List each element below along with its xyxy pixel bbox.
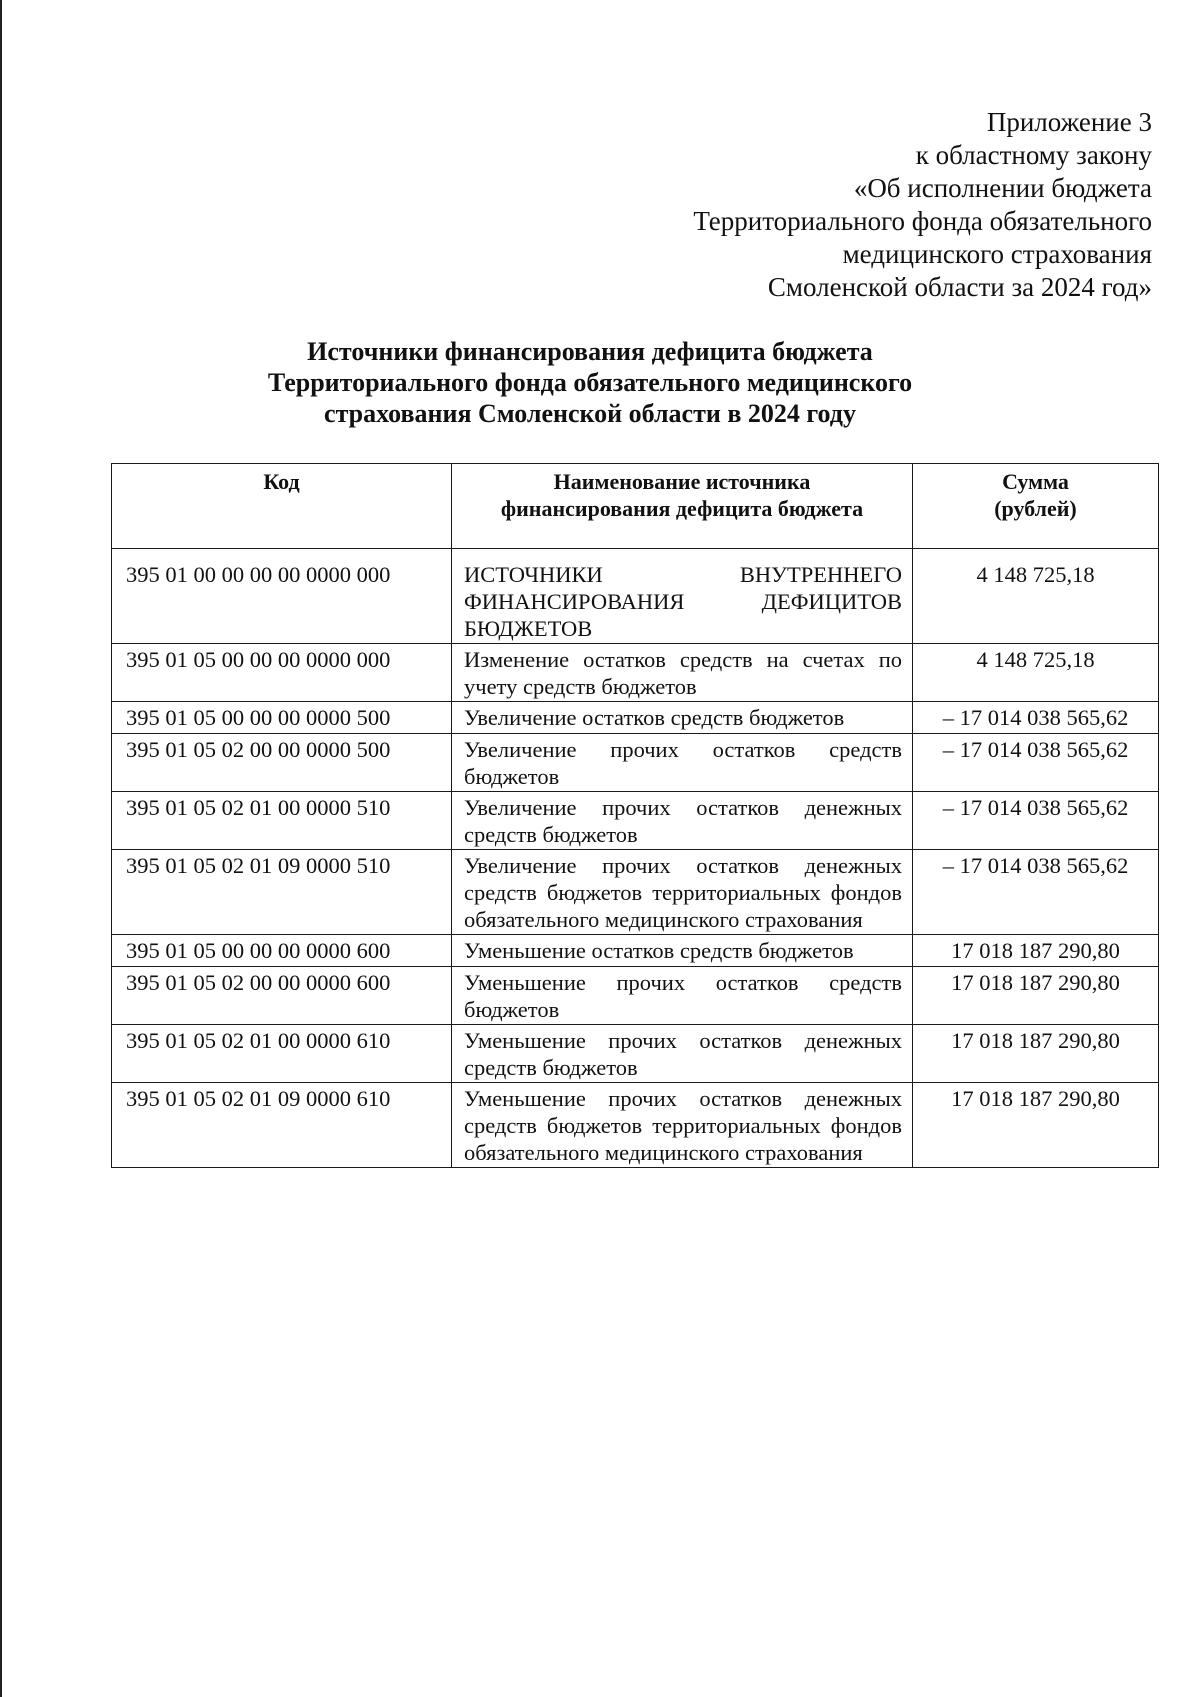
table-row	[112, 702, 1159, 734]
appendix-reference	[693, 106, 1152, 304]
row-amount: 4 148 725,18	[913, 549, 1159, 644]
appendix-line: медицинского страхования	[842, 239, 1152, 269]
row-name: Увеличение прочих остатков денежных средств бюджетов	[452, 792, 913, 850]
row-code: 395 01 05 00 00 00 0000 000	[112, 644, 452, 702]
title-line: Источники финансирования дефицита бюджета	[307, 337, 873, 366]
row-code: 395 01 05 02 01 00 0000 610	[112, 1025, 452, 1083]
header-name-line: Наименование источника	[553, 469, 811, 494]
appendix-line: Территориального фонда обязательного	[693, 206, 1152, 236]
row-code: 395 01 05 00 00 00 0000 500	[112, 702, 452, 734]
title-line: Территориального фонда обязательного медицинского	[267, 368, 913, 397]
appendix-line: к областному закону	[915, 140, 1152, 170]
row-code: 395 01 05 02 01 00 0000 510	[112, 792, 452, 850]
table-row	[112, 935, 1159, 967]
table-row	[112, 734, 1159, 792]
row-amount: – 17 014 038 565,62	[913, 734, 1159, 792]
row-name: Изменение остатков средств на счетах по учету средств бюджетов	[452, 644, 913, 702]
title-line: страхования Смоленской области в 2024 году	[324, 399, 856, 428]
header-code	[112, 464, 452, 549]
table-row	[112, 967, 1159, 1025]
row-code: 395 01 05 02 01 09 0000 610	[112, 1083, 452, 1168]
row-name: Увеличение прочих остатков средств бюджетов	[452, 734, 913, 792]
table-row	[112, 1025, 1159, 1083]
header-amount	[913, 464, 1159, 549]
header-name	[452, 464, 913, 549]
row-code: 395 01 05 00 00 00 0000 600	[112, 935, 452, 967]
row-code: 395 01 05 02 00 00 0000 500	[112, 734, 452, 792]
row-name: Уменьшение прочих остатков денежных средств бюджетов	[452, 1025, 913, 1083]
header-amount-line: Сумма	[1002, 469, 1069, 494]
row-name: ИСТОЧНИКИ ВНУТРЕННЕГО ФИНАНСИРОВАНИЯ ДЕФИЦИТОВ БЮДЖЕТОВ	[452, 549, 913, 644]
row-name: Уменьшение прочих остатков денежных средств бюджетов территориальных фондов обязательного медицинского страхования	[452, 1083, 913, 1168]
table-row	[112, 644, 1159, 702]
row-name: Уменьшение остатков средств бюджетов	[452, 935, 913, 967]
row-code: 395 01 05 02 00 00 0000 600	[112, 967, 452, 1025]
table-row	[112, 549, 1159, 644]
deficit-financing-table	[111, 463, 1159, 1168]
appendix-line: «Об исполнении бюджета	[853, 173, 1152, 203]
table-row	[112, 1083, 1159, 1168]
document-title	[260, 336, 920, 429]
row-amount: 17 018 187 290,80	[913, 1083, 1159, 1168]
row-name: Увеличение прочих остатков денежных средств бюджетов территориальных фондов обязательного медицинского страхования	[452, 850, 913, 935]
header-name-line: финансирования дефицита бюджета	[500, 496, 864, 521]
row-name: Увеличение остатков средств бюджетов	[452, 702, 913, 734]
header-code-label: Код	[263, 469, 300, 494]
row-amount: 4 148 725,18	[913, 644, 1159, 702]
row-amount: – 17 014 038 565,62	[913, 702, 1159, 734]
row-amount: – 17 014 038 565,62	[913, 850, 1159, 935]
appendix-line: Смоленской области за 2024 год»	[767, 272, 1152, 302]
header-amount-line: (рублей)	[994, 496, 1077, 521]
row-code: 395 01 00 00 00 00 0000 000	[112, 549, 452, 644]
row-code: 395 01 05 02 01 09 0000 510	[112, 850, 452, 935]
row-amount: – 17 014 038 565,62	[913, 792, 1159, 850]
table-header-row	[112, 464, 1159, 549]
row-name: Уменьшение прочих остатков средств бюджетов	[452, 967, 913, 1025]
row-amount: 17 018 187 290,80	[913, 1025, 1159, 1083]
appendix-line: Приложение 3	[986, 107, 1152, 137]
table-row	[112, 850, 1159, 935]
row-amount: 17 018 187 290,80	[913, 935, 1159, 967]
scan-page-edge	[0, 0, 2, 1697]
row-amount: 17 018 187 290,80	[913, 967, 1159, 1025]
table-row	[112, 792, 1159, 850]
